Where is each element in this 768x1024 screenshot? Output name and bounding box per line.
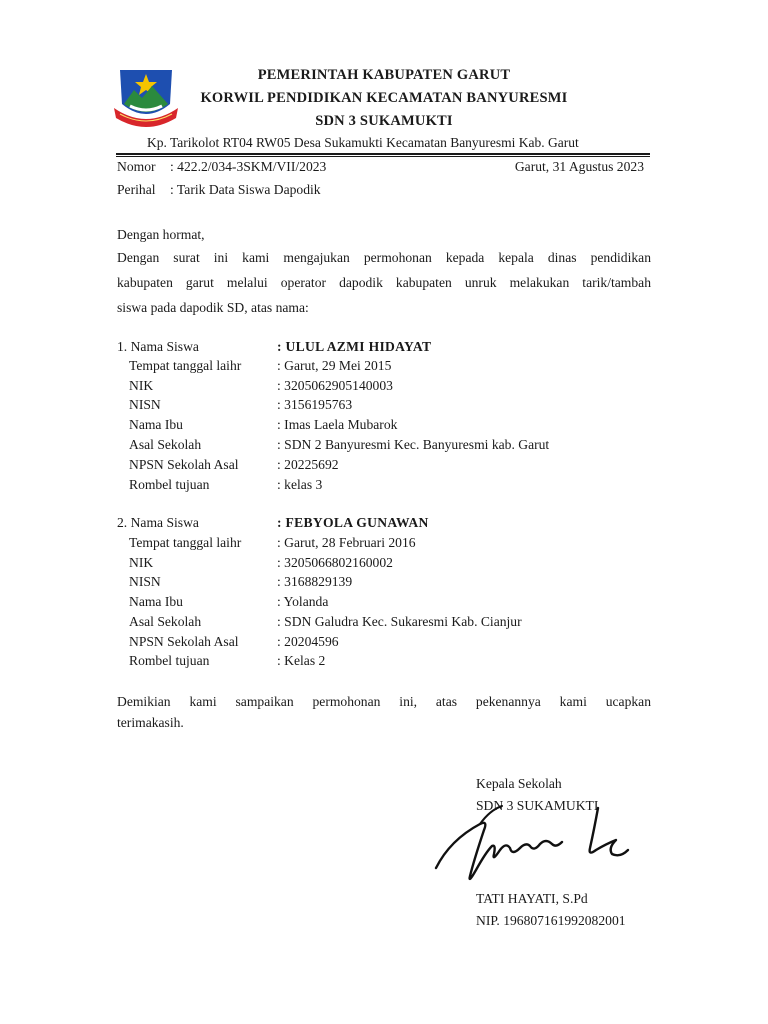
- closing-line: terimakasih.: [117, 715, 184, 730]
- signatory-nip: NIP. 196807161992082001: [476, 913, 626, 928]
- student-field-value: : 20204596: [277, 634, 339, 649]
- letterhead-rule-thick: [116, 153, 650, 155]
- government-heading: PEMERINTAH KABUPATEN GARUT: [257, 67, 511, 83]
- student-field-label: Tempat tanggal laihr: [129, 358, 242, 373]
- student-field-label: NISN: [129, 574, 161, 589]
- signatory-school: SDN 3 SUKAMUKTI: [476, 798, 599, 813]
- student-field-value: : 3156195763: [277, 397, 353, 412]
- student-field-label: NIK: [129, 378, 154, 393]
- school-heading: SDN 3 SUKAMUKTI: [315, 113, 453, 129]
- signatory-title: Kepala Sekolah: [476, 776, 562, 791]
- handwritten-signature: [430, 800, 640, 890]
- student-field-label: Nama Ibu: [129, 417, 183, 432]
- student-field-value: : 3168829139: [277, 574, 353, 589]
- nomor-label: Nomor: [117, 159, 156, 174]
- student-field-label: Rombel tujuan: [129, 653, 210, 668]
- salutation: Dengan hormat,: [117, 227, 205, 242]
- student-field-value: : Garut, 28 Februari 2016: [277, 535, 416, 550]
- student-field-value: : SDN Galudra Kec. Sukaresmi Kab. Cianjur: [277, 614, 522, 629]
- intro-paragraph: [117, 245, 651, 320]
- korwil-heading: KORWIL PENDIDIKAN KECAMATAN BANYURESMI: [200, 90, 568, 106]
- student-field-label: Asal Sekolah: [129, 437, 202, 452]
- closing-line: Demikian kami sampaikan permohonan ini, atas pekenannya kami ucapkan: [117, 694, 651, 709]
- student-field-label: NIK: [129, 555, 154, 570]
- student-field-label: Tempat tanggal laihr: [129, 535, 242, 550]
- student-field-value: : 3205066802160002: [277, 555, 393, 570]
- student-field-label: 2. Nama Siswa: [117, 515, 199, 530]
- signatory-name: TATI HAYATI, S.Pd: [476, 891, 588, 906]
- student-field-label: Rombel tujuan: [129, 477, 210, 492]
- student-field-value: : SDN 2 Banyuresmi Kec. Banyuresmi kab. Garut: [277, 437, 550, 452]
- intro-line: siswa pada dapodik SD, atas nama:: [117, 300, 309, 315]
- student-field-value: : kelas 3: [277, 477, 323, 492]
- student-field-label: Asal Sekolah: [129, 614, 202, 629]
- letter-date: Garut, 31 Agustus 2023: [514, 159, 644, 174]
- student-field-value: : 20225692: [277, 457, 339, 472]
- school-address: Kp. Tarikolot RT04 RW05 Desa Sukamukti Kecamatan Banyuresmi Kab. Garut: [147, 135, 579, 150]
- student-field-value: : Kelas 2: [277, 653, 326, 668]
- intro-line: kabupaten garut melalui operator dapodik kabupaten unruk melakukan tarik/tambah: [117, 275, 651, 290]
- perihal-label: Perihal: [117, 182, 156, 197]
- closing-paragraph: [117, 691, 651, 733]
- student-name: : ULUL AZMI HIDAYAT: [277, 339, 432, 354]
- student-field-label: NPSN Sekolah Asal: [129, 634, 239, 649]
- student-name: : FEBYOLA GUNAWAN: [277, 515, 429, 530]
- intro-line: Dengan surat ini kami mengajukan permohonan kepada kepala dinas pendidikan: [117, 250, 651, 265]
- student-field-label: NISN: [129, 397, 161, 412]
- nomor-value: : 422.2/034-3SKM/VII/2023: [170, 159, 327, 174]
- student-field-label: Nama Ibu: [129, 594, 183, 609]
- student-field-value: : Yolanda: [277, 594, 329, 609]
- student-field-value: : Garut, 29 Mei 2015: [277, 358, 392, 373]
- student-field-value: : Imas Laela Mubarok: [277, 417, 398, 432]
- letterhead-rule-thin: [116, 156, 650, 157]
- student-field-label: 1. Nama Siswa: [117, 339, 199, 354]
- student-field-label: NPSN Sekolah Asal: [129, 457, 239, 472]
- perihal-value: : Tarik Data Siswa Dapodik: [170, 182, 321, 197]
- student-field-value: : 3205062905140003: [277, 378, 393, 393]
